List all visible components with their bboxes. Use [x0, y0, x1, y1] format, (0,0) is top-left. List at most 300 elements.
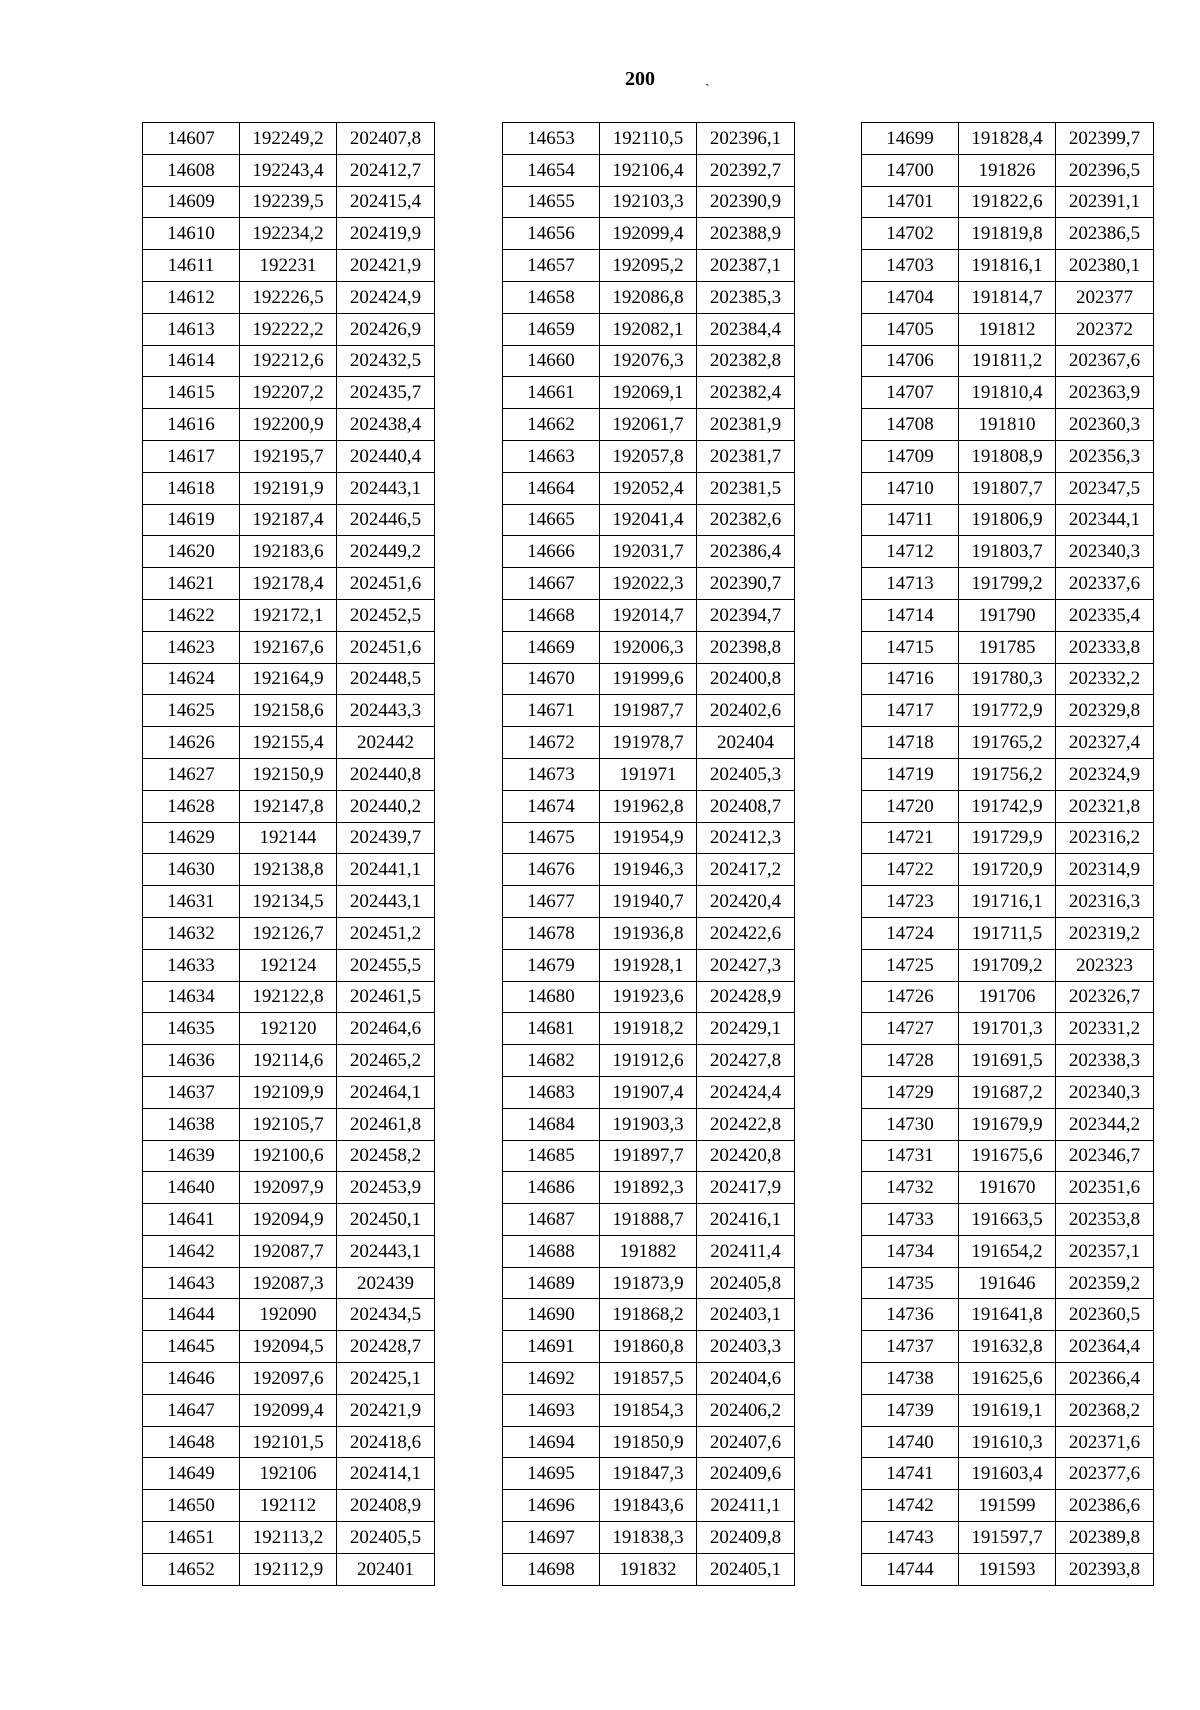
point-id-cell: 14736 [862, 1299, 959, 1331]
point-id-cell: 14698 [503, 1553, 600, 1585]
x-coordinate-cell: 191936,8 [600, 917, 697, 949]
x-coordinate-cell: 191619,1 [959, 1394, 1056, 1426]
table-row [143, 472, 435, 504]
y-coordinate-cell: 202425,1 [337, 1363, 435, 1395]
y-coordinate-cell: 202357,1 [1056, 1235, 1154, 1267]
point-id-cell: 14695 [503, 1458, 600, 1490]
y-coordinate-cell: 202435,7 [337, 377, 435, 409]
x-coordinate-cell: 192172,1 [240, 599, 337, 631]
table-row [503, 123, 795, 155]
table-row [862, 1363, 1154, 1395]
x-coordinate-cell: 191742,9 [959, 790, 1056, 822]
point-id-cell: 14619 [143, 504, 240, 536]
x-coordinate-cell: 191971 [600, 758, 697, 790]
x-coordinate-cell: 191903,3 [600, 1108, 697, 1140]
y-coordinate-cell: 202366,4 [1056, 1363, 1154, 1395]
table-row [862, 1426, 1154, 1458]
x-coordinate-cell: 192090 [240, 1299, 337, 1331]
y-coordinate-cell: 202464,6 [337, 1013, 435, 1045]
point-id-cell: 14682 [503, 1045, 600, 1077]
point-id-cell: 14668 [503, 599, 600, 631]
point-id-cell: 14654 [503, 154, 600, 186]
y-coordinate-cell: 202427,3 [697, 949, 795, 981]
x-coordinate-cell: 192095,2 [600, 250, 697, 282]
x-coordinate-cell: 192167,6 [240, 631, 337, 663]
y-coordinate-cell: 202451,6 [337, 568, 435, 600]
point-id-cell: 14634 [143, 981, 240, 1013]
y-coordinate-cell: 202418,6 [337, 1426, 435, 1458]
y-coordinate-cell: 202429,1 [697, 1013, 795, 1045]
point-id-cell: 14649 [143, 1458, 240, 1490]
table-row [503, 1458, 795, 1490]
x-coordinate-cell: 191807,7 [959, 472, 1056, 504]
y-coordinate-cell: 202381,5 [697, 472, 795, 504]
x-coordinate-cell: 191806,9 [959, 504, 1056, 536]
y-coordinate-cell: 202414,1 [337, 1458, 435, 1490]
table-row [143, 1267, 435, 1299]
x-coordinate-cell: 192212,6 [240, 345, 337, 377]
y-coordinate-cell: 202340,3 [1056, 1076, 1154, 1108]
table-row [862, 695, 1154, 727]
point-id-cell: 14660 [503, 345, 600, 377]
y-coordinate-cell: 202404,6 [697, 1363, 795, 1395]
table-row [503, 377, 795, 409]
table-row [503, 250, 795, 282]
table-row [503, 536, 795, 568]
table-row [862, 1553, 1154, 1585]
y-coordinate-cell: 202381,7 [697, 440, 795, 472]
y-coordinate-cell: 202451,2 [337, 917, 435, 949]
table-row [143, 1013, 435, 1045]
table-row [862, 250, 1154, 282]
table-row [143, 123, 435, 155]
y-coordinate-cell: 202391,1 [1056, 186, 1154, 218]
x-coordinate-cell: 192113,2 [240, 1522, 337, 1554]
point-id-cell: 14611 [143, 250, 240, 282]
point-id-cell: 14607 [143, 123, 240, 155]
y-coordinate-cell: 202387,1 [697, 250, 795, 282]
table-row [862, 631, 1154, 663]
table-row [862, 822, 1154, 854]
point-id-cell: 14716 [862, 663, 959, 695]
x-coordinate-cell: 191999,6 [600, 663, 697, 695]
point-id-cell: 14706 [862, 345, 959, 377]
y-coordinate-cell: 202389,8 [1056, 1522, 1154, 1554]
table-row [503, 1204, 795, 1236]
table-row [503, 599, 795, 631]
x-coordinate-cell: 191670 [959, 1172, 1056, 1204]
x-coordinate-cell: 191860,8 [600, 1331, 697, 1363]
table-row [862, 345, 1154, 377]
point-id-cell: 14692 [503, 1363, 600, 1395]
point-id-cell: 14645 [143, 1331, 240, 1363]
table-row [503, 1267, 795, 1299]
point-id-cell: 14647 [143, 1394, 240, 1426]
point-id-cell: 14686 [503, 1172, 600, 1204]
x-coordinate-cell: 191663,5 [959, 1204, 1056, 1236]
table-row [862, 886, 1154, 918]
point-id-cell: 14615 [143, 377, 240, 409]
x-coordinate-cell: 192097,6 [240, 1363, 337, 1395]
x-coordinate-cell: 191940,7 [600, 886, 697, 918]
point-id-cell: 14651 [143, 1522, 240, 1554]
y-coordinate-cell: 202426,9 [337, 313, 435, 345]
table-row [143, 154, 435, 186]
x-coordinate-cell: 191812 [959, 313, 1056, 345]
y-coordinate-cell: 202353,8 [1056, 1204, 1154, 1236]
x-coordinate-cell: 191843,6 [600, 1490, 697, 1522]
y-coordinate-cell: 202411,4 [697, 1235, 795, 1267]
point-id-cell: 14663 [503, 440, 600, 472]
point-id-cell: 14621 [143, 568, 240, 600]
point-id-cell: 14733 [862, 1204, 959, 1236]
table-row [143, 854, 435, 886]
y-coordinate-cell: 202443,1 [337, 886, 435, 918]
point-id-cell: 14678 [503, 917, 600, 949]
table-row [143, 1490, 435, 1522]
point-id-cell: 14665 [503, 504, 600, 536]
point-id-cell: 14700 [862, 154, 959, 186]
point-id-cell: 14648 [143, 1426, 240, 1458]
x-coordinate-cell: 192041,4 [600, 504, 697, 536]
point-id-cell: 14744 [862, 1553, 959, 1585]
x-coordinate-cell: 191892,3 [600, 1172, 697, 1204]
table-row [503, 949, 795, 981]
point-id-cell: 14644 [143, 1299, 240, 1331]
point-id-cell: 14666 [503, 536, 600, 568]
y-coordinate-cell: 202412,3 [697, 822, 795, 854]
table-row [862, 1172, 1154, 1204]
table-row [503, 504, 795, 536]
point-id-cell: 14697 [503, 1522, 600, 1554]
y-coordinate-cell: 202450,1 [337, 1204, 435, 1236]
point-id-cell: 14719 [862, 758, 959, 790]
table-row [143, 345, 435, 377]
y-coordinate-cell: 202367,6 [1056, 345, 1154, 377]
y-coordinate-cell: 202377,6 [1056, 1458, 1154, 1490]
point-id-cell: 14703 [862, 250, 959, 282]
point-id-cell: 14722 [862, 854, 959, 886]
x-coordinate-cell: 191593 [959, 1553, 1056, 1585]
table-row [862, 409, 1154, 441]
point-id-cell: 14618 [143, 472, 240, 504]
y-coordinate-cell: 202382,8 [697, 345, 795, 377]
table-row [862, 1299, 1154, 1331]
y-coordinate-cell: 202402,6 [697, 695, 795, 727]
point-id-cell: 14689 [503, 1267, 600, 1299]
point-id-cell: 14681 [503, 1013, 600, 1045]
point-id-cell: 14673 [503, 758, 600, 790]
y-coordinate-cell: 202442 [337, 727, 435, 759]
x-coordinate-cell: 192099,4 [600, 218, 697, 250]
table-row [143, 1108, 435, 1140]
point-id-cell: 14667 [503, 568, 600, 600]
x-coordinate-cell: 191918,2 [600, 1013, 697, 1045]
table-row [143, 186, 435, 218]
point-id-cell: 14731 [862, 1140, 959, 1172]
point-id-cell: 14612 [143, 281, 240, 313]
y-coordinate-cell: 202398,8 [697, 631, 795, 663]
point-id-cell: 14674 [503, 790, 600, 822]
y-coordinate-cell: 202380,1 [1056, 250, 1154, 282]
table-row [862, 1394, 1154, 1426]
x-coordinate-cell: 192061,7 [600, 409, 697, 441]
y-coordinate-cell: 202407,8 [337, 123, 435, 155]
y-coordinate-cell: 202415,4 [337, 186, 435, 218]
y-coordinate-cell: 202337,6 [1056, 568, 1154, 600]
point-id-cell: 14626 [143, 727, 240, 759]
x-coordinate-cell: 192057,8 [600, 440, 697, 472]
table-row [862, 281, 1154, 313]
x-coordinate-cell: 192234,2 [240, 218, 337, 250]
y-coordinate-cell: 202416,1 [697, 1204, 795, 1236]
table-row [143, 1363, 435, 1395]
point-id-cell: 14709 [862, 440, 959, 472]
table-row [862, 440, 1154, 472]
table-row [503, 1235, 795, 1267]
point-id-cell: 14718 [862, 727, 959, 759]
table-row [862, 1522, 1154, 1554]
table-row [862, 1076, 1154, 1108]
table-row [862, 218, 1154, 250]
y-coordinate-cell: 202331,2 [1056, 1013, 1154, 1045]
point-id-cell: 14623 [143, 631, 240, 663]
x-coordinate-cell: 191838,3 [600, 1522, 697, 1554]
y-coordinate-cell: 202382,6 [697, 504, 795, 536]
point-id-cell: 14726 [862, 981, 959, 1013]
table-row [143, 568, 435, 600]
table-row [143, 663, 435, 695]
x-coordinate-cell: 191987,7 [600, 695, 697, 727]
x-coordinate-cell: 192239,5 [240, 186, 337, 218]
y-coordinate-cell: 202412,7 [337, 154, 435, 186]
y-coordinate-cell: 202396,5 [1056, 154, 1154, 186]
y-coordinate-cell: 202421,9 [337, 1394, 435, 1426]
point-id-cell: 14652 [143, 1553, 240, 1585]
table-row [503, 886, 795, 918]
x-coordinate-cell: 192110,5 [600, 123, 697, 155]
y-coordinate-cell: 202385,3 [697, 281, 795, 313]
x-coordinate-cell: 191790 [959, 599, 1056, 631]
y-coordinate-cell: 202340,3 [1056, 536, 1154, 568]
x-coordinate-cell: 191701,3 [959, 1013, 1056, 1045]
table-row [862, 536, 1154, 568]
table-row [143, 1553, 435, 1585]
y-coordinate-cell: 202323 [1056, 949, 1154, 981]
table-row [143, 313, 435, 345]
y-coordinate-cell: 202364,4 [1056, 1331, 1154, 1363]
y-coordinate-cell: 202419,9 [337, 218, 435, 250]
y-coordinate-cell: 202324,9 [1056, 758, 1154, 790]
table-row [143, 281, 435, 313]
table-row [143, 727, 435, 759]
table-row [862, 313, 1154, 345]
point-id-cell: 14693 [503, 1394, 600, 1426]
y-coordinate-cell: 202438,4 [337, 409, 435, 441]
y-coordinate-cell: 202360,3 [1056, 409, 1154, 441]
table-row [143, 790, 435, 822]
table-row [503, 409, 795, 441]
x-coordinate-cell: 191810 [959, 409, 1056, 441]
table-row [503, 1522, 795, 1554]
table-row [143, 1140, 435, 1172]
table-row [143, 1331, 435, 1363]
y-coordinate-cell: 202346,7 [1056, 1140, 1154, 1172]
x-coordinate-cell: 192114,6 [240, 1045, 337, 1077]
table-row [503, 727, 795, 759]
table-row [143, 409, 435, 441]
point-id-cell: 14640 [143, 1172, 240, 1204]
point-id-cell: 14675 [503, 822, 600, 854]
table-row [862, 1235, 1154, 1267]
point-id-cell: 14676 [503, 854, 600, 886]
x-coordinate-cell: 192207,2 [240, 377, 337, 409]
y-coordinate-cell: 202372 [1056, 313, 1154, 345]
x-coordinate-cell: 191603,4 [959, 1458, 1056, 1490]
point-id-cell: 14613 [143, 313, 240, 345]
x-coordinate-cell: 191828,4 [959, 123, 1056, 155]
point-id-cell: 14657 [503, 250, 600, 282]
y-coordinate-cell: 202464,1 [337, 1076, 435, 1108]
x-coordinate-cell: 191810,4 [959, 377, 1056, 409]
y-coordinate-cell: 202382,4 [697, 377, 795, 409]
x-coordinate-cell: 191756,2 [959, 758, 1056, 790]
x-coordinate-cell: 191882 [600, 1235, 697, 1267]
table-row [143, 1045, 435, 1077]
x-coordinate-cell: 191711,5 [959, 917, 1056, 949]
table-row [862, 568, 1154, 600]
point-id-cell: 14690 [503, 1299, 600, 1331]
point-id-cell: 14702 [862, 218, 959, 250]
table-row [862, 854, 1154, 886]
x-coordinate-cell: 192124 [240, 949, 337, 981]
x-coordinate-cell: 191679,9 [959, 1108, 1056, 1140]
table-row [503, 1553, 795, 1585]
page-number: 200 [625, 68, 655, 90]
point-id-cell: 14630 [143, 854, 240, 886]
y-coordinate-cell: 202400,8 [697, 663, 795, 695]
y-coordinate-cell: 202443,1 [337, 1235, 435, 1267]
x-coordinate-cell: 192087,7 [240, 1235, 337, 1267]
x-coordinate-cell: 192134,5 [240, 886, 337, 918]
point-id-cell: 14712 [862, 536, 959, 568]
point-id-cell: 14724 [862, 917, 959, 949]
table-row [143, 1235, 435, 1267]
point-id-cell: 14628 [143, 790, 240, 822]
point-id-cell: 14725 [862, 949, 959, 981]
table-row [862, 790, 1154, 822]
x-coordinate-cell: 192231 [240, 250, 337, 282]
y-coordinate-cell: 202314,9 [1056, 854, 1154, 886]
x-coordinate-cell: 191832 [600, 1553, 697, 1585]
y-coordinate-cell: 202449,2 [337, 536, 435, 568]
x-coordinate-cell: 192006,3 [600, 631, 697, 663]
x-coordinate-cell: 191646 [959, 1267, 1056, 1299]
x-coordinate-cell: 192249,2 [240, 123, 337, 155]
table-row [862, 123, 1154, 155]
y-coordinate-cell: 202424,4 [697, 1076, 795, 1108]
point-id-cell: 14732 [862, 1172, 959, 1204]
y-coordinate-cell: 202403,3 [697, 1331, 795, 1363]
table-row [143, 1394, 435, 1426]
x-coordinate-cell: 192226,5 [240, 281, 337, 313]
y-coordinate-cell: 202359,2 [1056, 1267, 1154, 1299]
x-coordinate-cell: 192103,3 [600, 186, 697, 218]
y-coordinate-cell: 202329,8 [1056, 695, 1154, 727]
point-id-cell: 14627 [143, 758, 240, 790]
x-coordinate-cell: 191632,8 [959, 1331, 1056, 1363]
x-coordinate-cell: 191923,6 [600, 981, 697, 1013]
y-coordinate-cell: 202443,1 [337, 472, 435, 504]
y-coordinate-cell: 202327,4 [1056, 727, 1154, 759]
y-coordinate-cell: 202316,3 [1056, 886, 1154, 918]
point-id-cell: 14616 [143, 409, 240, 441]
point-id-cell: 14636 [143, 1045, 240, 1077]
x-coordinate-cell: 191897,7 [600, 1140, 697, 1172]
x-coordinate-cell: 192100,6 [240, 1140, 337, 1172]
point-id-cell: 14688 [503, 1235, 600, 1267]
table-row [143, 1076, 435, 1108]
table-row [503, 313, 795, 345]
y-coordinate-cell: 202420,8 [697, 1140, 795, 1172]
table-row [862, 663, 1154, 695]
point-id-cell: 14710 [862, 472, 959, 504]
y-coordinate-cell: 202319,2 [1056, 917, 1154, 949]
point-id-cell: 14624 [143, 663, 240, 695]
point-id-cell: 14704 [862, 281, 959, 313]
table-row [503, 568, 795, 600]
x-coordinate-cell: 192099,4 [240, 1394, 337, 1426]
point-id-cell: 14696 [503, 1490, 600, 1522]
x-coordinate-cell: 192086,8 [600, 281, 697, 313]
x-coordinate-cell: 192069,1 [600, 377, 697, 409]
table-row [503, 281, 795, 313]
x-coordinate-cell: 192076,3 [600, 345, 697, 377]
x-coordinate-cell: 191641,8 [959, 1299, 1056, 1331]
x-coordinate-cell: 191912,6 [600, 1045, 697, 1077]
x-coordinate-cell: 192112 [240, 1490, 337, 1522]
table-row [503, 790, 795, 822]
y-coordinate-cell: 202390,9 [697, 186, 795, 218]
x-coordinate-cell: 192105,7 [240, 1108, 337, 1140]
x-coordinate-cell: 191625,6 [959, 1363, 1056, 1395]
point-id-cell: 14743 [862, 1522, 959, 1554]
table-row [862, 377, 1154, 409]
y-coordinate-cell: 202344,2 [1056, 1108, 1154, 1140]
point-id-cell: 14717 [862, 695, 959, 727]
x-coordinate-cell: 191720,9 [959, 854, 1056, 886]
x-coordinate-cell: 191850,9 [600, 1426, 697, 1458]
table-row [503, 1076, 795, 1108]
x-coordinate-cell: 192150,9 [240, 758, 337, 790]
table-row [862, 1267, 1154, 1299]
y-coordinate-cell: 202363,9 [1056, 377, 1154, 409]
y-coordinate-cell: 202420,4 [697, 886, 795, 918]
table-row [503, 440, 795, 472]
y-coordinate-cell: 202417,9 [697, 1172, 795, 1204]
table-row [503, 1172, 795, 1204]
point-id-cell: 14683 [503, 1076, 600, 1108]
point-id-cell: 14741 [862, 1458, 959, 1490]
x-coordinate-cell: 191854,3 [600, 1394, 697, 1426]
x-coordinate-cell: 192195,7 [240, 440, 337, 472]
table-row [862, 1490, 1154, 1522]
point-id-cell: 14728 [862, 1045, 959, 1077]
x-coordinate-cell: 191868,2 [600, 1299, 697, 1331]
point-id-cell: 14642 [143, 1235, 240, 1267]
y-coordinate-cell: 202439 [337, 1267, 435, 1299]
point-id-cell: 14655 [503, 186, 600, 218]
